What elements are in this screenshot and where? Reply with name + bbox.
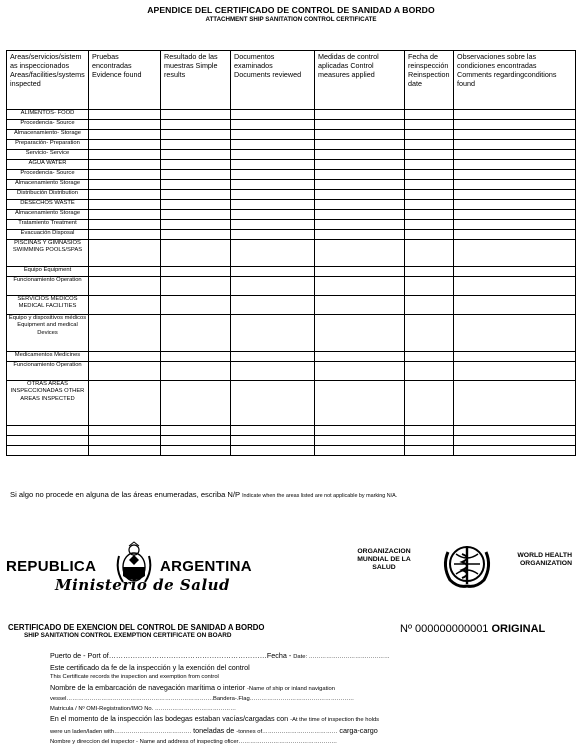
entry-cell[interactable] [315, 277, 405, 296]
column-header: Medidas de control aplicadas Control measures applied [315, 51, 405, 110]
table-row [7, 277, 576, 296]
entry-cell[interactable] [231, 230, 315, 240]
entry-cell[interactable] [89, 296, 161, 315]
entry-cell[interactable] [454, 170, 576, 180]
entry-cell[interactable] [89, 120, 161, 130]
entry-cell[interactable] [161, 140, 231, 150]
area-cell: Funcionamiento Operation [7, 277, 89, 296]
area-cell: Servicio- Service [7, 150, 89, 160]
entry-cell[interactable] [454, 150, 576, 160]
entry-cell[interactable] [454, 200, 576, 210]
table-row [7, 352, 576, 362]
appendix-subtitle: ATTACHMENT SHIP SANITATION CONTROL CERTIFICATE [205, 16, 377, 23]
entry-cell[interactable] [231, 210, 315, 220]
entry-cell[interactable] [315, 200, 405, 210]
area-cell: Medicamentos Medicines [7, 352, 89, 362]
area-cell [7, 426, 89, 436]
column-header: Documentos examinados Documents reviewed [231, 51, 315, 110]
entry-cell[interactable] [89, 160, 161, 170]
entry-cell[interactable] [231, 315, 315, 352]
entry-cell[interactable] [89, 230, 161, 240]
entry-cell[interactable] [315, 315, 405, 352]
table-row [7, 130, 576, 140]
table-row [7, 110, 576, 120]
entry-cell[interactable] [231, 170, 315, 180]
entry-cell[interactable] [454, 130, 576, 140]
tonnes-field[interactable]: -tonnes of………………………………… [236, 729, 338, 736]
entry-cell[interactable] [315, 296, 405, 315]
table-row [7, 120, 576, 130]
entry-cell[interactable] [405, 160, 454, 170]
entry-cell[interactable] [231, 220, 315, 230]
tonnes-label: toneladas de [193, 726, 235, 736]
column-header: Areas/servicios/sistem as inspeccionados Areas/facilities/systems inspected [7, 51, 89, 110]
entry-cell[interactable] [231, 446, 315, 456]
entry-cell[interactable] [161, 110, 231, 120]
entry-cell[interactable] [89, 180, 161, 190]
entry-cell[interactable] [405, 446, 454, 456]
entry-cell[interactable] [161, 426, 231, 436]
not-applicable-note [10, 490, 397, 499]
entry-cell[interactable] [405, 190, 454, 200]
entry-cell[interactable] [89, 150, 161, 160]
table-header-row [7, 51, 576, 110]
entry-cell[interactable] [89, 190, 161, 200]
entry-cell[interactable] [315, 190, 405, 200]
date-field[interactable]: Date: …………………………………… [293, 654, 390, 660]
entry-cell[interactable] [315, 160, 405, 170]
entry-cell[interactable] [405, 110, 454, 120]
entry-cell[interactable] [231, 426, 315, 436]
area-cell: AGUA WATER [7, 160, 89, 170]
entry-cell[interactable] [161, 130, 231, 140]
entry-cell[interactable] [454, 446, 576, 456]
entry-cell[interactable] [89, 110, 161, 120]
entry-cell[interactable] [315, 362, 405, 381]
entry-cell[interactable] [161, 240, 231, 267]
form-line-cargo [50, 726, 580, 738]
entry-cell[interactable] [161, 150, 231, 160]
area-cell: Funcionamiento Operation [7, 362, 89, 381]
entry-cell[interactable] [231, 240, 315, 267]
entry-cell[interactable] [89, 436, 161, 446]
entry-cell[interactable] [454, 436, 576, 446]
table-row [7, 446, 576, 456]
entry-cell[interactable] [231, 381, 315, 426]
entry-cell[interactable] [454, 120, 576, 130]
form-line-ship-name [50, 683, 580, 695]
entry-cell[interactable] [231, 277, 315, 296]
entry-cell[interactable] [231, 110, 315, 120]
entry-cell[interactable] [161, 160, 231, 170]
table-row [7, 200, 576, 210]
area-cell: ALIMENTOS- FOOD [7, 110, 89, 120]
entry-cell[interactable] [405, 230, 454, 240]
area-cell: OTRAS AREAS INSPECCIONADAS OTHER AREAS INSPECTED [7, 381, 89, 426]
column-header: Fecha de reinspección Reinspection date [405, 51, 454, 110]
entry-cell[interactable] [161, 230, 231, 240]
area-cell: Equipo Equipment [7, 267, 89, 277]
table-row [7, 180, 576, 190]
entry-cell[interactable] [89, 381, 161, 426]
area-cell: SERVICIOS MEDICOS MEDICAL FACILITIES [7, 296, 89, 315]
entry-cell[interactable] [315, 352, 405, 362]
entry-cell[interactable] [231, 296, 315, 315]
ministerio-de-salud-text: Ministerio de Salud [55, 576, 231, 594]
table-row [7, 426, 576, 436]
registration-field[interactable]: Matricula / Nº OMI-Registration/IMO No. …………………………………… [50, 705, 237, 712]
entry-cell[interactable] [161, 220, 231, 230]
laden-field[interactable]: were un laden/laden with…………………………………. [50, 729, 192, 736]
form-line-holds [50, 714, 580, 726]
entry-cell[interactable] [89, 277, 161, 296]
entry-cell[interactable] [454, 267, 576, 277]
entry-cell[interactable] [315, 110, 405, 120]
entry-cell[interactable] [89, 200, 161, 210]
entry-cell[interactable] [315, 180, 405, 190]
table-row [7, 315, 576, 352]
entry-cell[interactable] [315, 170, 405, 180]
table-row [7, 170, 576, 180]
entry-cell[interactable] [405, 426, 454, 436]
area-cell: Almacenamiento- Storage [7, 130, 89, 140]
entry-cell[interactable] [454, 140, 576, 150]
entry-cell[interactable] [231, 436, 315, 446]
table-row [7, 160, 576, 170]
table-row [7, 362, 576, 381]
entry-cell[interactable] [161, 200, 231, 210]
entry-cell[interactable] [231, 190, 315, 200]
who-emblem-icon [440, 540, 494, 590]
entry-cell[interactable] [161, 315, 231, 352]
entry-cell[interactable] [161, 446, 231, 456]
entry-cell[interactable] [454, 240, 576, 267]
entry-cell[interactable] [405, 150, 454, 160]
certificate-title-en: SHIP SANITATION CONTROL EXEMPTION CERTIFICATE ON BOARD [24, 632, 232, 639]
holds-label: En el momento de la inspección las bodegas estaban vacías/cargadas con [50, 714, 289, 724]
entry-cell[interactable] [405, 130, 454, 140]
entry-cell[interactable] [315, 436, 405, 446]
note-main: Si algo no procede en alguna de las áreas enumeradas, escriba N/P [10, 490, 240, 499]
appendix-title: APENDICE DEL CERTIFICADO DE CONTROL DE SANIDAD A BORDO [147, 5, 435, 15]
entry-cell[interactable] [161, 352, 231, 362]
certificate-title-es: CERTIFICADO DE EXENCION DEL CONTROL DE SANIDAD A BORDO [8, 623, 265, 632]
entry-cell[interactable] [454, 426, 576, 436]
entry-cell[interactable] [454, 296, 576, 315]
entry-cell[interactable] [315, 381, 405, 426]
entry-cell[interactable] [89, 240, 161, 267]
entry-cell[interactable] [161, 436, 231, 446]
cargo-label: carga-cargo [339, 726, 378, 736]
entry-cell[interactable] [315, 120, 405, 130]
entry-cell[interactable] [405, 220, 454, 230]
entry-cell[interactable] [405, 170, 454, 180]
entry-cell[interactable] [315, 220, 405, 230]
form-line-port [50, 651, 580, 663]
certificate-number-value: Nº 000000000001 [400, 623, 489, 635]
ship-name-label: Nombre de la embarcación de navegación marítima o interior [50, 682, 245, 692]
entry-cell[interactable] [315, 446, 405, 456]
entry-cell[interactable] [454, 277, 576, 296]
entry-cell[interactable] [161, 381, 231, 426]
entry-cell[interactable] [89, 267, 161, 277]
entry-cell[interactable] [405, 362, 454, 381]
certificate-form [50, 651, 580, 748]
area-cell: Equipo y dispositivos médicos Equipment and medical Devices [7, 315, 89, 352]
column-header: Observaciones sobre las condiciones encontradas Comments regardingconditions found [454, 51, 576, 110]
holds-label-en: -At the time of inspection the holds [290, 717, 380, 724]
area-cell: Tratamiento Treatment [7, 220, 89, 230]
entry-cell[interactable] [231, 180, 315, 190]
entry-cell[interactable] [161, 170, 231, 180]
table-row [7, 220, 576, 230]
area-cell: DESECHOS WASTE [7, 200, 89, 210]
entry-cell[interactable] [405, 277, 454, 296]
entry-cell[interactable] [315, 426, 405, 436]
entry-cell[interactable] [315, 140, 405, 150]
entry-cell[interactable] [231, 362, 315, 381]
entry-cell[interactable] [89, 352, 161, 362]
entry-cell[interactable] [405, 180, 454, 190]
entry-cell[interactable] [161, 296, 231, 315]
entry-cell[interactable] [161, 362, 231, 381]
table-row [7, 296, 576, 315]
inspector-field[interactable]: Nombre y direccion del inspector - Name and address of inspecting oficer…………………………………………… [50, 739, 338, 746]
entry-cell[interactable] [231, 160, 315, 170]
entry-cell[interactable] [231, 150, 315, 160]
entry-cell[interactable] [405, 120, 454, 130]
table-row [7, 210, 576, 220]
entry-cell[interactable] [454, 110, 576, 120]
original-label: ORIGINAL [491, 623, 546, 635]
entry-cell[interactable] [405, 352, 454, 362]
entry-cell[interactable] [405, 267, 454, 277]
entry-cell[interactable] [231, 140, 315, 150]
table-row [7, 230, 576, 240]
entry-cell[interactable] [315, 240, 405, 267]
entry-cell[interactable] [405, 240, 454, 267]
port-field[interactable]: Puerto de - Port of…………………………………………………………Fecha - [50, 651, 292, 660]
area-cell: Procedencia- Source [7, 120, 89, 130]
entry-cell[interactable] [405, 436, 454, 446]
entry-cell[interactable] [161, 210, 231, 220]
entry-cell[interactable] [454, 230, 576, 240]
entry-cell[interactable] [89, 220, 161, 230]
entry-cell[interactable] [405, 200, 454, 210]
entry-cell[interactable] [315, 130, 405, 140]
entry-cell[interactable] [89, 170, 161, 180]
inspection-table [6, 50, 576, 456]
entry-cell[interactable] [89, 140, 161, 150]
oms-label: ORGANIZACION MUNDIAL DE LA SALUD [357, 548, 411, 571]
entry-cell[interactable] [315, 150, 405, 160]
entry-cell[interactable] [161, 267, 231, 277]
area-cell [7, 436, 89, 446]
certificate-number [400, 623, 545, 635]
table-row [7, 240, 576, 267]
entry-cell[interactable] [89, 130, 161, 140]
table-row [7, 267, 576, 277]
table-row [7, 190, 576, 200]
entry-cell[interactable] [405, 315, 454, 352]
entry-cell[interactable] [454, 180, 576, 190]
entry-cell[interactable] [89, 426, 161, 436]
area-cell: Preparación- Preparation [7, 140, 89, 150]
area-cell: Evacuación Disposal [7, 230, 89, 240]
area-cell: Almacenamiento Storage [7, 210, 89, 220]
note-english: Indicate when the areas listed are not applicable by marking N/A. [242, 493, 398, 499]
area-cell [7, 446, 89, 456]
entry-cell[interactable] [405, 381, 454, 426]
republica-text: REPUBLICA [6, 558, 97, 575]
area-cell: Procedencia- Source [7, 170, 89, 180]
entry-cell[interactable] [405, 296, 454, 315]
table-row [7, 381, 576, 426]
entry-cell[interactable] [454, 381, 576, 426]
vessel-flag-field[interactable]: vessel………………………………………………………………….Bandera-.Flag……………………………………………… [50, 695, 355, 702]
entry-cell[interactable] [231, 267, 315, 277]
entry-cell[interactable] [161, 180, 231, 190]
form-line-statement: Este certificado da fe de la inspección y la exención del control [50, 662, 250, 672]
who-label: WORLD HEALTH ORGANIZATION [517, 552, 572, 567]
argentina-text: ARGENTINA [160, 558, 252, 575]
area-cell: PISCINAS Y GIMNASIOS SWIMMING POOLS/SPAS [7, 240, 89, 267]
entry-cell[interactable] [161, 190, 231, 200]
form-line-statement-en: This Certificate records the inspection and exemption from control [50, 673, 219, 680]
entry-cell[interactable] [231, 200, 315, 210]
table-row [7, 436, 576, 446]
area-cell: Distribución Distribution [7, 190, 89, 200]
entry-cell[interactable] [405, 210, 454, 220]
entry-cell[interactable] [315, 267, 405, 277]
entry-cell[interactable] [89, 315, 161, 352]
table-row [7, 150, 576, 160]
entry-cell[interactable] [161, 277, 231, 296]
area-cell: Almacenamiento Storage [7, 180, 89, 190]
entry-cell[interactable] [231, 352, 315, 362]
entry-cell[interactable] [454, 362, 576, 381]
entry-cell[interactable] [454, 315, 576, 352]
entry-cell[interactable] [454, 352, 576, 362]
entry-cell[interactable] [454, 220, 576, 230]
entry-cell[interactable] [231, 120, 315, 130]
entry-cell[interactable] [89, 446, 161, 456]
entry-cell[interactable] [161, 120, 231, 130]
ship-name-label-en: -Name of ship or inland navigation [246, 685, 335, 692]
entry-cell[interactable] [315, 210, 405, 220]
entry-cell[interactable] [89, 362, 161, 381]
table-row [7, 140, 576, 150]
column-header: Resultado de las muestras Simple results [161, 51, 231, 110]
entry-cell[interactable] [315, 230, 405, 240]
entry-cell[interactable] [231, 130, 315, 140]
entry-cell[interactable] [454, 190, 576, 200]
column-header: Pruebas encontradas Evidence found [89, 51, 161, 110]
entry-cell[interactable] [454, 160, 576, 170]
entry-cell[interactable] [89, 210, 161, 220]
entry-cell[interactable] [405, 140, 454, 150]
entry-cell[interactable] [454, 210, 576, 220]
